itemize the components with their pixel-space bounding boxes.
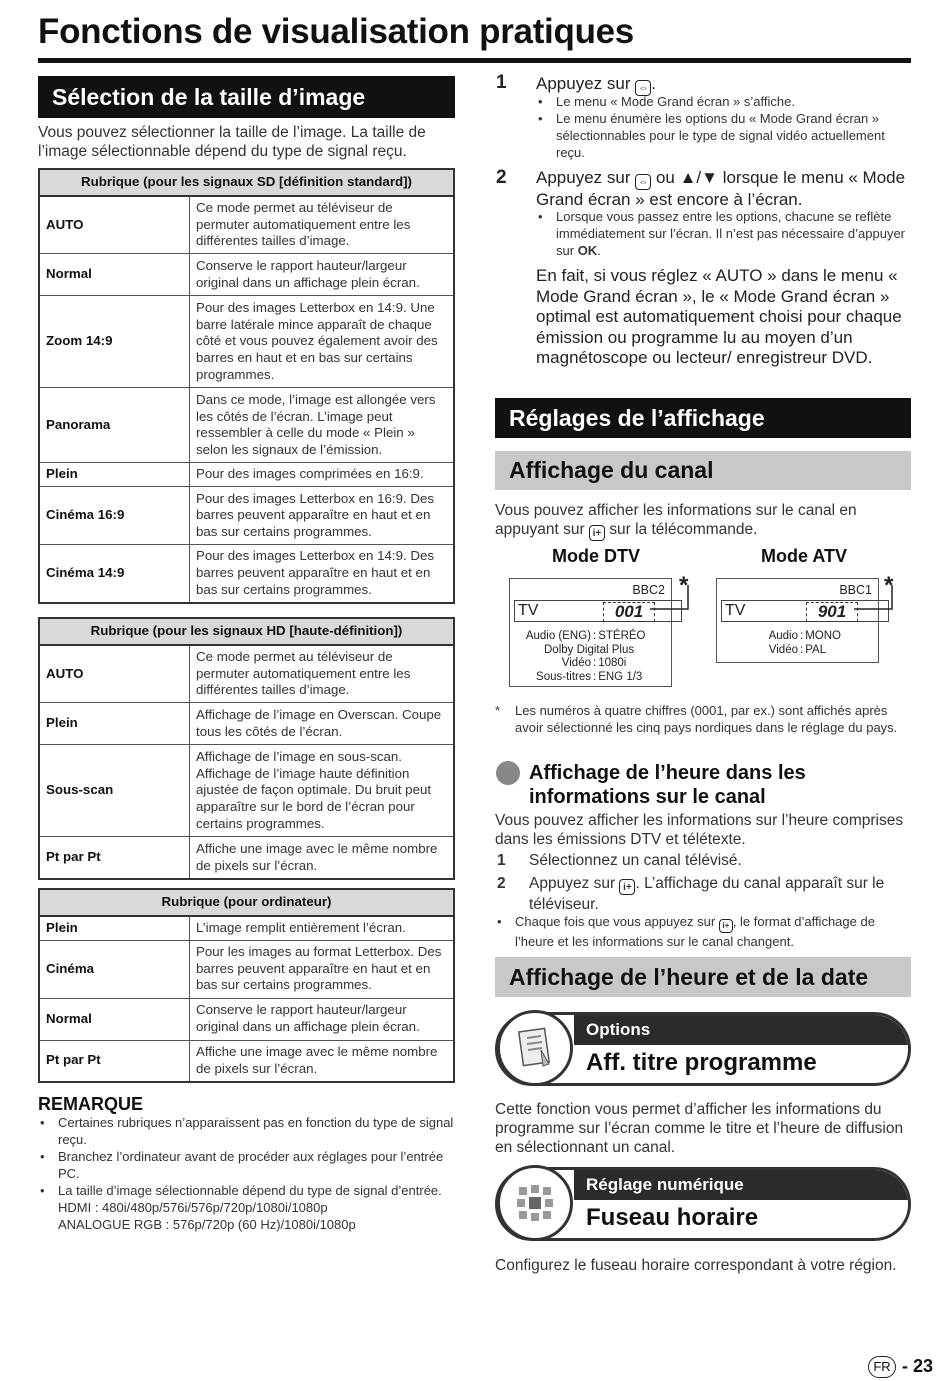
subsection-time-date: Affichage de l’heure et de la date	[495, 957, 911, 997]
hc-bullet-a: Chaque fois que vous appuyez sur	[515, 914, 716, 929]
osd-value: STÉRÉO	[598, 630, 646, 642]
atv-number: 901	[806, 602, 858, 622]
table-value: Affichage de l’image en Overscan. Coupe tous les côtés de l’écran.	[190, 703, 455, 745]
table-key: Sous-scan	[39, 745, 190, 837]
dtv-osd	[509, 578, 672, 687]
pc-table-wrap	[38, 888, 455, 1083]
image-size-intro: Vous pouvez sélectionner la taille de l’image. La taille de l’image sélectionnable dépend du type de signal reçu.	[38, 124, 426, 160]
step2-bullet-end: .	[597, 243, 601, 258]
section-header-display-settings: Réglages de l’affichage	[495, 398, 911, 438]
table-key: Plein	[39, 916, 190, 940]
osd-label: Audio (ENG)	[525, 630, 591, 642]
remarque-item: • La taille d’image sélectionnable dépend du type de signal d’entrée.	[38, 1182, 455, 1199]
canal-intro-b: sur la télécommande.	[609, 521, 758, 538]
osd-value: Dolby Digital Plus	[544, 643, 635, 656]
menu-item: Aff. titre programme	[586, 1049, 817, 1076]
hdmi-line: HDMI : 480i/480p/576i/576p/720p/1080i/1080p	[58, 1200, 328, 1215]
digital-setup-icon	[497, 1165, 573, 1241]
bullet-circle-icon	[496, 761, 520, 785]
step-number: 1	[497, 852, 506, 869]
title-rule	[38, 58, 911, 63]
atv-info: Audio : MONO Vidéo : PAL	[725, 630, 875, 657]
hc-bullet	[495, 913, 911, 950]
table-value: Ce mode permet au téléviseur de permuter automatiquement entre les différentes tailles d’image.	[190, 645, 455, 703]
table-value: Conserve le rapport hauteur/largeur original dans un affichage plein écran.	[190, 998, 455, 1040]
step-number: 2	[497, 875, 506, 892]
hd-table-wrap	[38, 617, 455, 880]
wide-button-icon: ⇔	[635, 80, 651, 96]
table-value: Pour des images Letterbox en 16:9. Des barres peuvent apparaître en haut et en bas sur certains programmes.	[190, 487, 455, 545]
hc-step2-b: . L’affichage du canal apparaît sur le téléviseur.	[529, 875, 885, 913]
step1-line: Appuyez sur ⇔ .	[536, 74, 656, 94]
options-icon	[497, 1010, 573, 1086]
dtv-tv-label: TV	[518, 602, 539, 619]
menu2-description: Configurez le fuseau horaire correspondant à votre région.	[495, 1257, 897, 1274]
subsection-channel-display: Affichage du canal	[495, 451, 911, 490]
step-number: 1	[496, 72, 507, 93]
dtv-info: Audio (ENG) : STÉRÉO Dolby Digital Plus Vidéo : 1080i Sous-titres : ENG 1/3	[518, 630, 668, 684]
info-button-icon: i+	[619, 879, 635, 895]
table-key: Panorama	[39, 388, 190, 463]
table-value: Affichage de l’image en sous-scan. Affichage de l’image haute définition ajustée de façon optimale. Du bruit peut apparaître sur le bord de l’écran pour certains programmes.	[190, 745, 455, 837]
table-key: Normal	[39, 254, 190, 296]
sd-table	[38, 168, 455, 604]
page-title: Fonctions de visualisation pratiques	[38, 12, 634, 51]
table-value: Pour des images comprimées en 16:9.	[190, 463, 455, 487]
table-key: Zoom 14:9	[39, 296, 190, 388]
menu-category-bar	[574, 1170, 911, 1200]
menu-category: Réglage numérique	[586, 1175, 744, 1194]
table-key: AUTO	[39, 196, 190, 254]
step1-bullet: • Le menu « Mode Grand écran » s’affiche.	[536, 93, 911, 110]
step2-bullet	[536, 208, 911, 259]
table-key: Pt par Pt	[39, 837, 190, 879]
step-number: 2	[496, 167, 507, 188]
table-key: Cinéma 14:9	[39, 545, 190, 603]
osd-value: PAL	[805, 643, 827, 656]
table-value: Affiche une image avec le même nombre de pixels sur l’écran.	[190, 837, 455, 879]
osd-label: Sous-titres	[536, 670, 591, 683]
step2-text-a: Appuyez sur	[536, 168, 631, 187]
osd-value: 1080i	[598, 657, 627, 669]
osd-label: Audio	[768, 630, 798, 642]
atv-star: *	[884, 572, 894, 599]
menu1-description: Cette fonction vous permet d’afficher les informations du programme sur l’écran comme le titre et l’heure de diffusion en sélectionnant un canal.	[495, 1101, 904, 1156]
remarque-item: • Certaines rubriques n’apparaissent pas en fonction du type de signal reçu.	[38, 1114, 455, 1148]
atv-tv-label: TV	[725, 602, 746, 619]
dtv-channel-name: BBC2	[632, 583, 665, 597]
table-value: Pour des images Letterbox en 14:9. Des barres peuvent apparaître en haut et en bas sur certains programmes.	[190, 545, 455, 603]
ok-label: OK	[577, 243, 598, 258]
step2-bullet-text: Lorsque vous passez entre les options, chacune se reflète immédiatement sur l’écran. Il n’est pas nécessaire d’appuyer sur	[556, 209, 906, 258]
table-key: Plein	[39, 463, 190, 487]
dtv-title: Mode DTV	[552, 546, 640, 566]
remarque-item: • Branchez l’ordinateur avant de procéder aux réglages pour l’entrée PC.	[38, 1148, 455, 1182]
step2-bullets	[536, 208, 911, 259]
table-value: Ce mode permet au téléviseur de permuter automatiquement entre les différentes tailles d’image.	[190, 196, 455, 254]
table-key: Plein	[39, 703, 190, 745]
pc-table	[38, 888, 455, 1083]
table-value: Pour les images au format Letterbox. Des barres peuvent apparaître en haut et en bas sur certains programmes.	[190, 940, 455, 998]
step1-bullet: • Le menu énumère les options du « Mode Grand écran » sélectionnables pour le type de signal vidéo actuellement reçu.	[536, 110, 911, 161]
info-button-icon: i+	[589, 525, 605, 541]
atv-title: Mode ATV	[761, 546, 847, 566]
osd-label: Vidéo	[768, 643, 798, 656]
table-value: Dans ce mode, l’image est allongée vers les côtés de l’écran. L’image peut ressembler à celle du mode « Plein » selon les signaux de l’émission.	[190, 388, 455, 463]
table-key: Normal	[39, 998, 190, 1040]
step2-text-b: ou ▲/▼ lorsque le menu « Mode Grand écran » est encore à l’écran.	[536, 168, 906, 209]
page-number: - 23	[902, 1356, 934, 1376]
osd-label: Vidéo	[561, 657, 591, 669]
canal-intro-a: Vous pouvez afficher les informations sur le canal en appuyant sur	[495, 502, 857, 538]
osd-value: MONO	[805, 630, 841, 642]
canal-intro	[495, 501, 911, 541]
footnote	[495, 702, 911, 736]
table-key: Cinéma 16:9	[39, 487, 190, 545]
wide-button-icon: ⇔	[635, 174, 651, 190]
hd-table	[38, 617, 455, 880]
table-value: Conserve le rapport hauteur/largeur original dans un affichage plein écran.	[190, 254, 455, 296]
footnote-text: Les numéros à quatre chiffres (0001, par ex.) sont affichés après avoir sélectionné les cinq pays nordiques dans le réglage du pays.	[515, 703, 898, 735]
atv-channel-name: BBC1	[839, 583, 872, 597]
menu-category-bar	[574, 1015, 911, 1045]
analogue-line: ANALOGUE RGB : 576p/720p (60 Hz)/1080i/1080p	[58, 1217, 356, 1232]
osd-value: ENG 1/3	[598, 670, 643, 683]
dtv-star: *	[679, 572, 689, 599]
heure-canal-title: Affichage de l’heure dans les informations sur le canal	[529, 762, 806, 808]
remarque-list	[38, 1114, 455, 1233]
hd-table-header: Rubrique (pour les signaux HD [haute-définition])	[39, 618, 454, 645]
auto-paragraph: En fait, si vous réglez « AUTO » dans le menu « Mode Grand écran », le « Mode Grand écran » optimal est automatiquement choisi pour chaque émission ou programme lu au moyen d’un magnétoscope ou lecteur/ enregistreur DVD.	[536, 266, 902, 367]
menu-item: Fuseau horaire	[586, 1204, 759, 1231]
info-button-icon: i+	[719, 919, 733, 933]
hc-step2	[529, 874, 909, 914]
section-header-image-size: Sélection de la taille d’image	[38, 76, 455, 118]
step1-bullets	[536, 93, 911, 161]
table-value: Affiche une image avec le même nombre de pixels sur l’écran.	[190, 1040, 455, 1082]
step1-text: Appuyez sur	[536, 74, 631, 93]
step2-line	[536, 168, 906, 211]
remarque-title: REMARQUE	[38, 1094, 144, 1114]
hc-bullet-item	[495, 913, 911, 950]
hc-step2-a: Appuyez sur	[529, 875, 616, 892]
pc-table-header: Rubrique (pour ordinateur)	[39, 889, 454, 916]
table-key: Cinéma	[39, 940, 190, 998]
hc-step1: Sélectionnez un canal télévisé.	[529, 852, 742, 869]
table-key: AUTO	[39, 645, 190, 703]
sd-table-wrap	[38, 168, 455, 604]
dtv-number: 001	[603, 602, 655, 622]
table-value: Pour des images Letterbox en 14:9. Une barre latérale mince apparaît de chaque côté et vous pouvez également avoir des barres en haut et en bas sur certains programmes.	[190, 296, 455, 388]
table-value: L’image remplit entièrement l’écran.	[190, 916, 455, 940]
footnote-mark: *	[495, 703, 501, 718]
hc-bullet-b: , le format d’affichage de l’heure et les informations sur le canal changent.	[515, 914, 875, 949]
table-key: Pt par Pt	[39, 1040, 190, 1082]
language-badge: FR	[868, 1356, 896, 1378]
sd-table-header: Rubrique (pour les signaux SD [définition standard])	[39, 169, 454, 196]
menu-category: Options	[586, 1020, 651, 1039]
heure-canal-intro: Vous pouvez afficher les informations sur l’heure comprises dans les émissions DTV et télétexte.	[495, 812, 904, 848]
